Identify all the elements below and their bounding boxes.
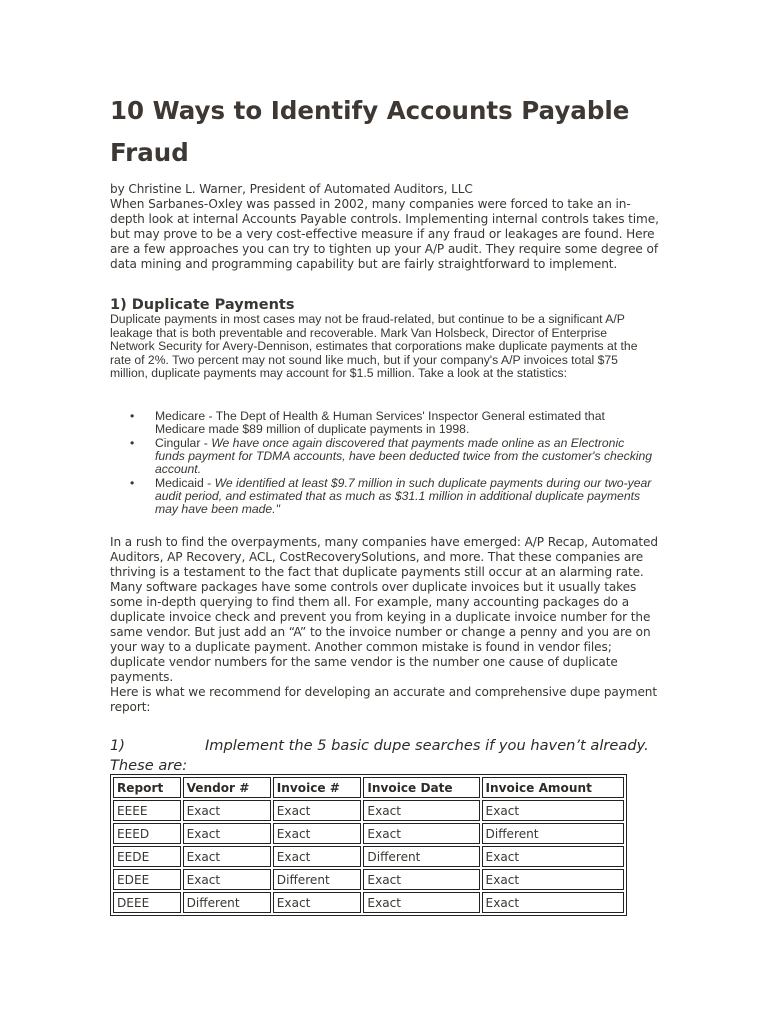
duplicate-payments-paragraph: Duplicate payments in most cases may not be fraud-related, but continue to be a significant A/P leakage that is both preventable and recoverable. Mark Van Holsbeck, Director of Enterprise Network Security for Avery-Dennison, estimates that corporations make duplicate payments at the rate of 2%. Two percent may not sound like much, but if your company's A/P invoices total $75 million, duplicate payments may account for $1.5 million. Take a look at the statistics: bbox=[110, 312, 638, 381]
table-cell: EEEE bbox=[113, 800, 181, 821]
table-cell: Exact bbox=[363, 892, 479, 913]
table-row bbox=[113, 846, 624, 867]
intro-section bbox=[110, 182, 662, 272]
software-paragraph: Many software packages have some controls over duplicate invoices but it usually takes some in-depth querying to find them all. For example, many accounting packages do a duplicate invoice check and prevent you from keying in a duplicate invoice number for the same vendor. But just add an “A” to the invoice number or change a penny and you are on your way to a duplicate payment. Another common mistake is found in vendor files; duplicate vendor numbers for the same vendor is the number one cause of duplicate payments. bbox=[110, 580, 651, 684]
byline: by Christine L. Warner, President of Automated Auditors, LLC bbox=[110, 182, 473, 196]
column-header-invoice-amount: Invoice Amount bbox=[482, 777, 624, 798]
list-item bbox=[110, 477, 655, 517]
bullet-icon: • bbox=[130, 476, 135, 491]
table-header-row bbox=[113, 777, 624, 798]
table-cell: DEEE bbox=[113, 892, 181, 913]
table-cell: Exact bbox=[482, 846, 624, 867]
intro-paragraph: When Sarbanes-Oxley was passed in 2002, many companies were forced to take an in-depth look at internal Accounts Payable controls. Implementing internal controls takes time, but may prove to be a very cost-effective measure if any fraud or leakages are found. Here are a few approaches you can try to tighten up your A/P audit. They require some degree of data mining and programming capability but are fairly straightforward to implement. bbox=[110, 197, 659, 271]
table-cell: Exact bbox=[482, 869, 624, 890]
table-cell: Exact bbox=[183, 869, 271, 890]
list-item-lead: Cingular - bbox=[155, 435, 212, 450]
table-row bbox=[113, 892, 624, 913]
list-item bbox=[110, 437, 655, 477]
step-text: Implement the 5 basic dupe searches if you haven’t already. These are: bbox=[110, 737, 649, 774]
dupe-search-table bbox=[110, 774, 627, 916]
column-header-invoice-number: Invoice # bbox=[273, 777, 362, 798]
table-cell: Different bbox=[183, 892, 271, 913]
table-cell: Different bbox=[363, 846, 479, 867]
table-cell: Exact bbox=[482, 800, 624, 821]
column-header-invoice-date: Invoice Date bbox=[363, 777, 479, 798]
page-title: 10 Ways to Identify Accounts Payable Fraud bbox=[110, 96, 630, 167]
table-cell: Different bbox=[273, 869, 362, 890]
table-cell: Exact bbox=[363, 823, 479, 844]
table-cell: Exact bbox=[482, 892, 624, 913]
bullet-icon: • bbox=[130, 409, 135, 423]
table-cell: EEED bbox=[113, 823, 181, 844]
column-header-report: Report bbox=[113, 777, 181, 798]
step-heading bbox=[110, 736, 660, 776]
list-item bbox=[110, 410, 655, 436]
step-number: 1) bbox=[110, 737, 125, 754]
statistics-list bbox=[110, 410, 655, 517]
table-cell: Exact bbox=[273, 823, 362, 844]
companies-section bbox=[110, 535, 662, 715]
table-row bbox=[113, 823, 624, 844]
table-cell: EDEE bbox=[113, 869, 181, 890]
table-cell: Exact bbox=[183, 823, 271, 844]
recommendation-paragraph: Here is what we recommend for developing an accurate and comprehensive dupe payment report: bbox=[110, 685, 658, 714]
table-row bbox=[113, 800, 624, 821]
table-cell: EEDE bbox=[113, 846, 181, 867]
table-cell: Exact bbox=[183, 800, 271, 821]
column-header-vendor: Vendor # bbox=[183, 777, 271, 798]
table-cell: Exact bbox=[183, 846, 271, 867]
table-cell: Exact bbox=[363, 869, 479, 890]
table-row bbox=[113, 869, 624, 890]
table-cell: Exact bbox=[273, 846, 362, 867]
list-item-lead: Medicaid - bbox=[155, 476, 215, 491]
list-item-quote: We have once again discovered that payments made online as an Electronic funds payment for TDMA accounts, have been deducted twice from the customer's checking account. bbox=[155, 435, 653, 477]
table-cell: Different bbox=[482, 823, 624, 844]
companies-paragraph: In a rush to find the overpayments, many companies have emerged: A/P Recap, Automated Auditors, AP Recovery, ACL, CostRecoverySolutions, and more. That these companies are thriving is a testament to the fact that duplicate payments still occur at an alarming rate. bbox=[110, 535, 658, 579]
bullet-icon: • bbox=[130, 435, 135, 450]
section-heading-duplicate-payments: 1) Duplicate Payments bbox=[110, 297, 295, 313]
list-item-text: Medicare - The Dept of Health & Human Services' Inspector General estimated that Medicare made $89 million of duplicate payments in 1998. bbox=[155, 409, 605, 437]
table-cell: Exact bbox=[273, 800, 362, 821]
table-cell: Exact bbox=[363, 800, 479, 821]
table-cell: Exact bbox=[273, 892, 362, 913]
list-item-quote: We identified at least $9.7 million in such duplicate payments during our two-year audit period, and estimated that as much as $31.1 million in additional duplicate payments may have been made." bbox=[155, 476, 652, 517]
